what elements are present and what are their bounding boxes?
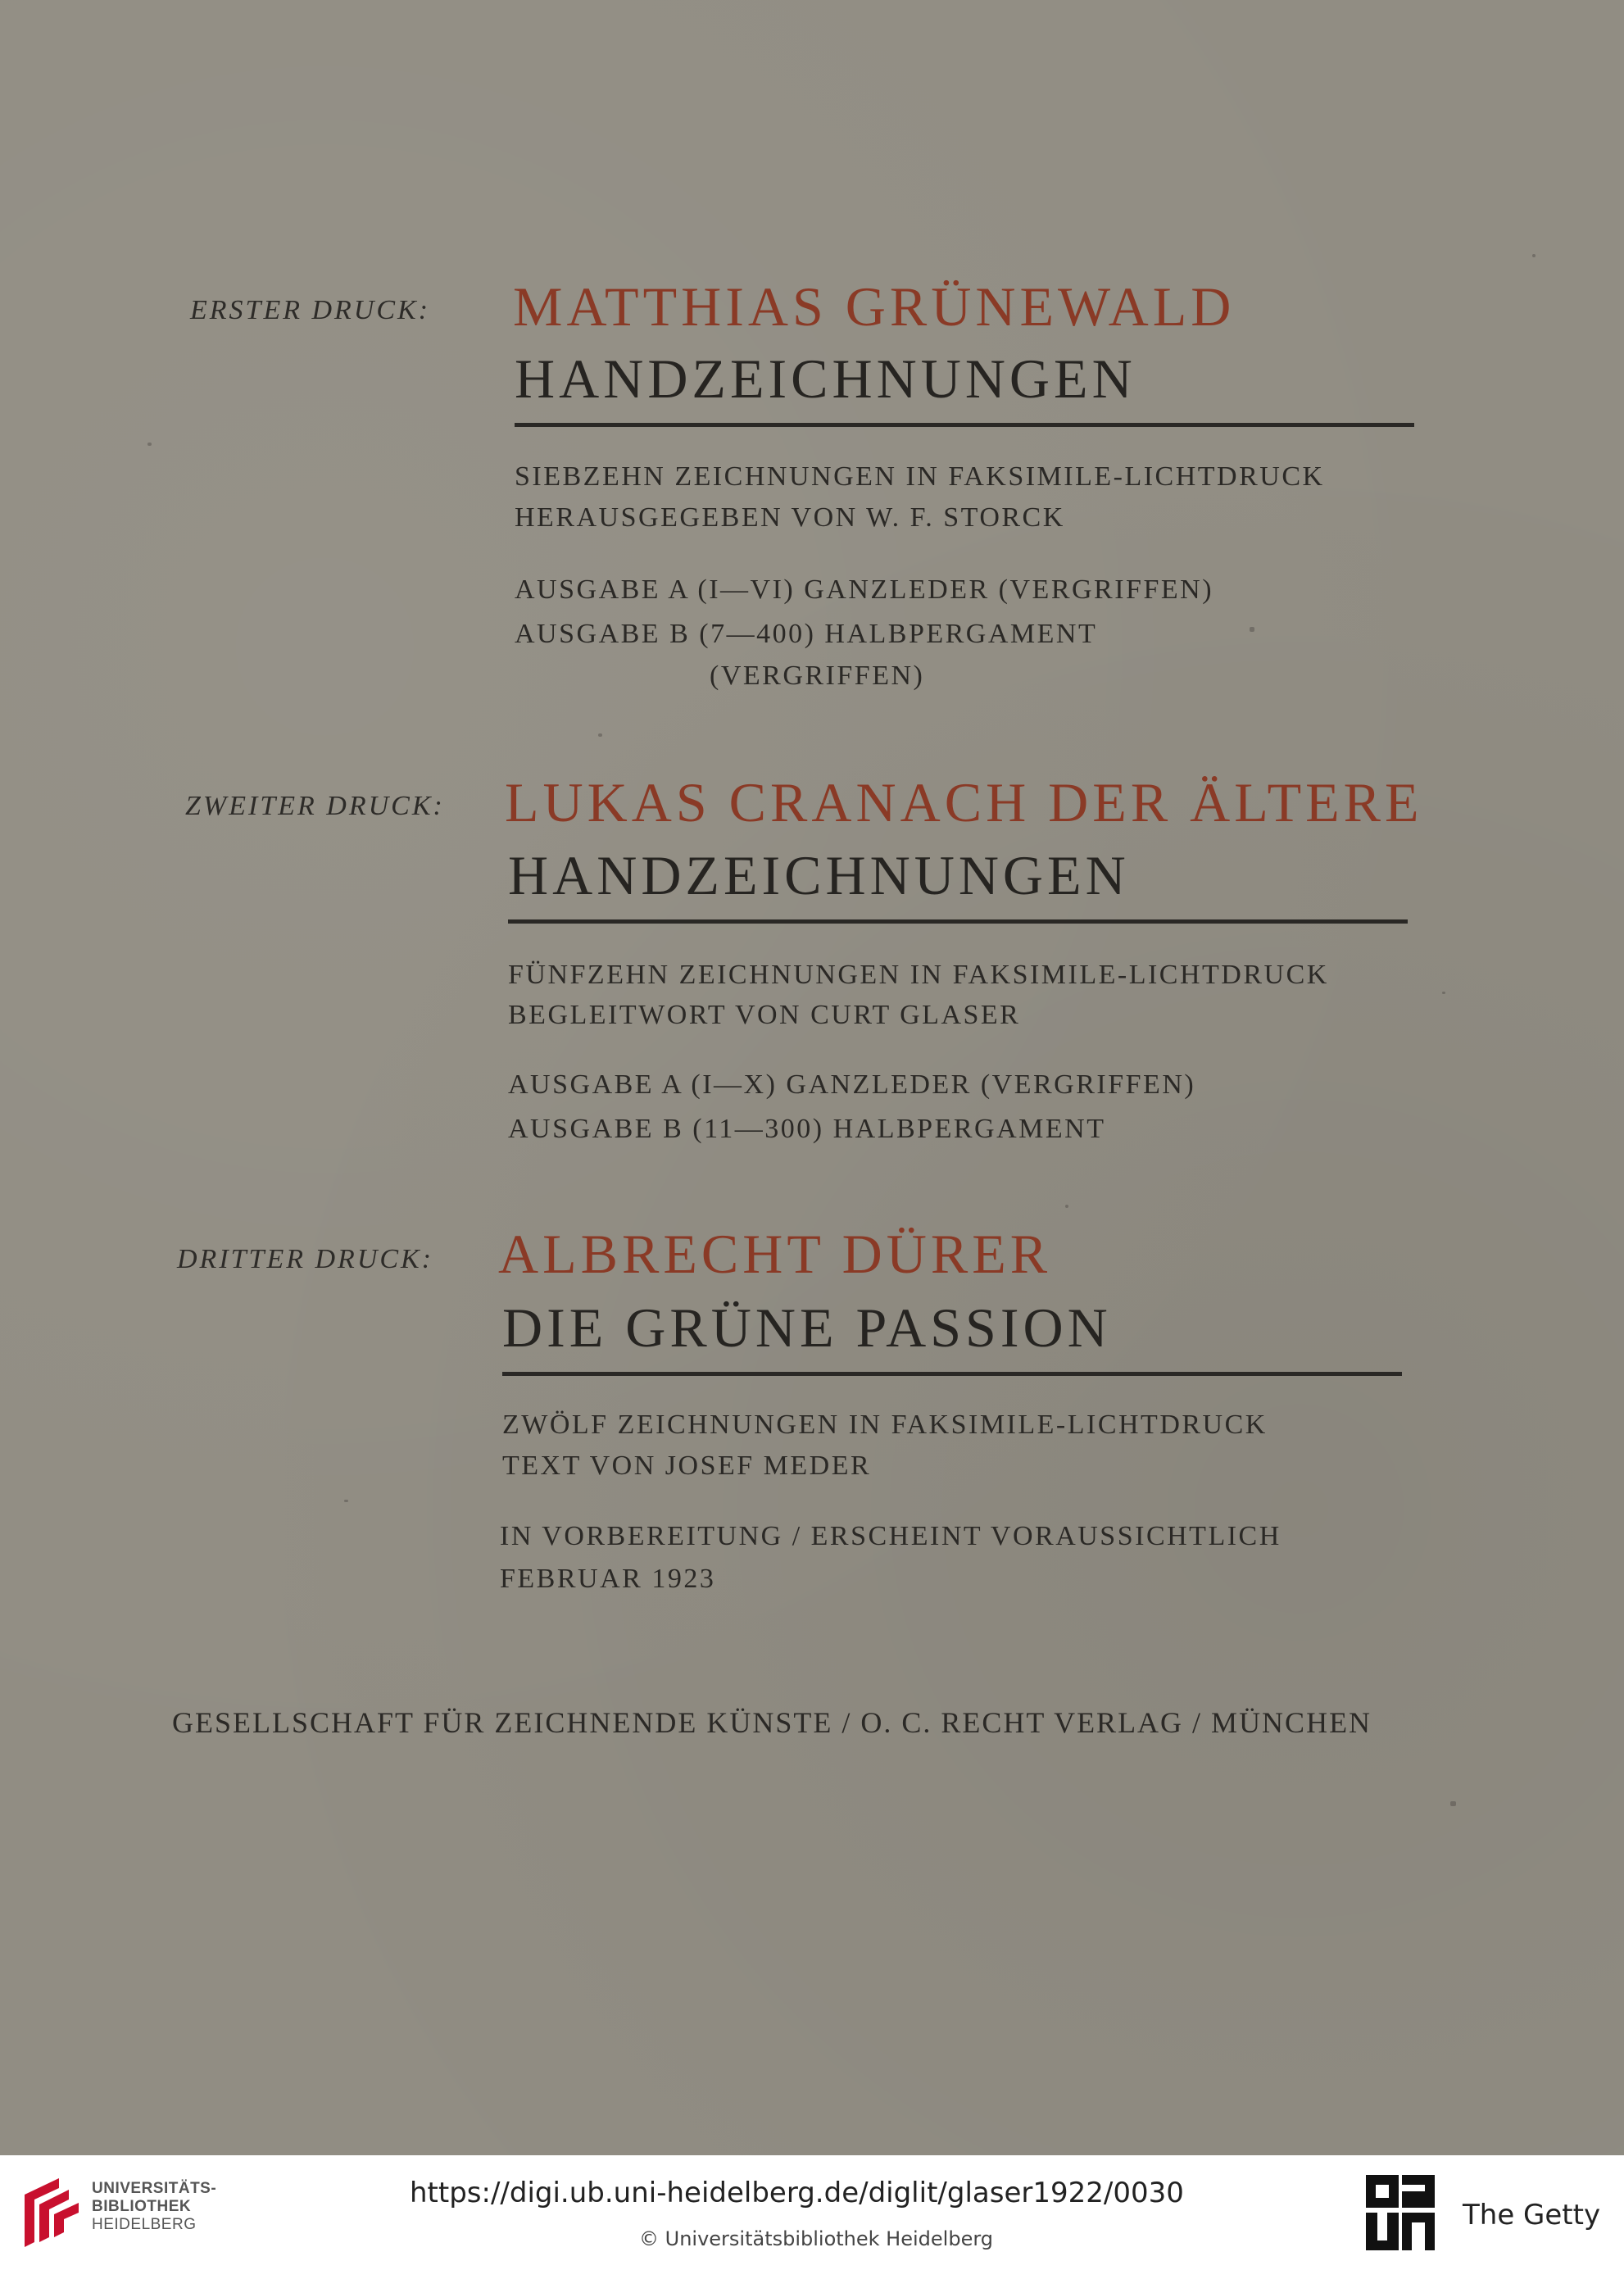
title-rule: [515, 423, 1414, 427]
title-rule: [508, 919, 1408, 924]
ub-heidelberg-logo-icon[interactable]: [18, 2172, 84, 2250]
description-line: BEGLEITWORT VON CURT GLASER: [508, 1000, 1021, 1030]
library-name-line: BIBLIOTHEK: [92, 2198, 192, 2215]
getty-logo-icon[interactable]: [1364, 2173, 1436, 2255]
paper-fleck: [344, 1500, 348, 1502]
work-title: HANDZEICHNUNGEN: [508, 844, 1130, 906]
permalink-url[interactable]: https://digi.ub.uni-heidelberg.de/diglit/glaser1922/0030: [410, 2177, 1184, 2209]
status-line: IN VORBEREITUNG / ERSCHEINT VORAUSSICHTLICH: [500, 1521, 1282, 1551]
work-title: DIE GRÜNE PASSION: [502, 1296, 1112, 1359]
work-title: HANDZEICHNUNGEN: [515, 347, 1136, 410]
getty-label[interactable]: The Getty: [1463, 2199, 1601, 2231]
library-name: [92, 2180, 216, 2234]
copyright-notice: © Universitätsbibliothek Heidelberg: [639, 2227, 994, 2250]
status-line: FEBRUAR 1923: [500, 1564, 716, 1594]
artist-title: MATTHIAS GRÜNEWALD: [513, 275, 1236, 338]
title-rule: [502, 1372, 1402, 1376]
edition-line: AUSGABE B (7—400) HALBPERGAMENT: [515, 619, 1098, 649]
artist-title: LUKAS CRANACH DER ÄLTERE: [505, 771, 1423, 833]
print-label: ZWEITER DRUCK:: [185, 791, 445, 821]
paper-fleck: [1250, 627, 1254, 632]
artist-title: ALBRECHT DÜRER: [498, 1223, 1052, 1285]
edition-line: AUSGABE A (I—VI) GANZLEDER (VERGRIFFEN): [515, 574, 1214, 605]
paper-fleck: [1442, 992, 1445, 994]
description-line: SIEBZEHN ZEICHNUNGEN IN FAKSIMILE-LICHTDRUCK: [515, 461, 1325, 492]
paper-fleck: [1532, 254, 1536, 257]
print-label: ERSTER DRUCK:: [190, 295, 431, 325]
description-line: TEXT VON JOSEF MEDER: [502, 1451, 872, 1481]
paper-fleck: [147, 443, 152, 446]
print-label: DRITTER DRUCK:: [177, 1244, 434, 1274]
library-name-line: UNIVERSITÄTS-: [92, 2180, 217, 2197]
description-line: ZWÖLF ZEICHNUNGEN IN FAKSIMILE-LICHTDRUCK: [502, 1410, 1268, 1440]
edition-line: (VERGRIFFEN): [710, 661, 925, 691]
publisher-line: GESELLSCHAFT FÜR ZEICHNENDE KÜNSTE / O. C. RECHT VERLAG / MÜNCHEN: [172, 1706, 1372, 1739]
paper-fleck: [598, 733, 602, 737]
library-name-line: HEIDELBERG: [92, 2216, 197, 2233]
description-line: HERAUSGEGEBEN VON W. F. STORCK: [515, 502, 1065, 533]
paper-fleck: [1450, 1801, 1456, 1806]
edition-line: AUSGABE A (I—X) GANZLEDER (VERGRIFFEN): [508, 1069, 1196, 1100]
description-line: FÜNFZEHN ZEICHNUNGEN IN FAKSIMILE-LICHTDRUCK: [508, 960, 1329, 990]
edition-line: AUSGABE B (11—300) HALBPERGAMENT: [508, 1114, 1106, 1144]
paper-fleck: [1065, 1205, 1068, 1208]
